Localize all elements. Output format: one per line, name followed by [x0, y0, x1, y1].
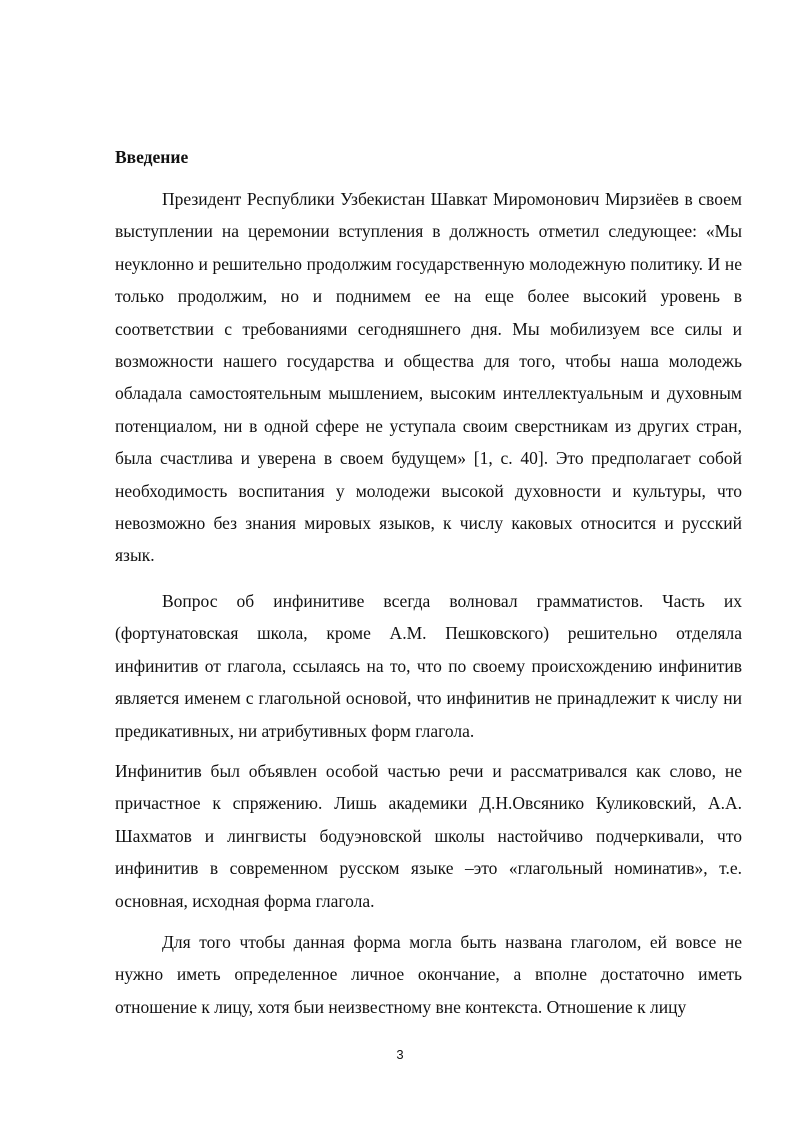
- section-heading: Введение: [115, 147, 189, 167]
- paragraph-infinitive-part-of-speech: Инфинитив был объявлен особой частью речи и рассматривался как слово, не причастное к спряжению. Лишь академики Д.Н.Овсянико Куликовский, А.А. Шахматов и лингвисты бодуэновской школы настойчиво подчеркивали, что инфинитив в современном русском языке –это «глагольный номинатив», т.е. основная, исходная форма глагола.: [115, 761, 742, 911]
- paragraph-president-quote: Президент Республики Узбекистан Шавкат Миромонович Мирзиёев в своем выступлении на церемонии вступления в должность отметил следующее: «Мы неуклонно и решительно продолжим государственную молодежную политику. И не только продолжим, но и поднимем ее на еще более высокий уровень в соответствии с требованиями сегодняшнего дня. Мы мобилизуем все силы и возможности нашего государства и общества для того, чтобы наша молодежь обладала самостоятельным мышлением, высоким интеллектуальным и духовным потенциалом, ни в одной сфере не уступала своим сверстникам из других стран, была счастлива и уверена в своем будущем» [1, с. 40]. Это предполагает собой необходимость воспитания у молодежи высокой духовности и культуры, что невозможно без знания мировых языков, к числу каковых относится и русский язык.: [115, 189, 742, 566]
- page-number: 3: [396, 1047, 404, 1062]
- paragraph-infinitive-question: Вопрос об инфинитиве всегда волновал грамматистов. Часть их (фортунатовская школа, кроме А.М. Пешковского) решительно отделяла инфинитив от глагола, ссылаясь на то, что по своему происхождению инфинитив является именем с глагольной основой, что инфинитив не принадлежит к числу ни предикативных, ни атрибутивных форм глагола.: [115, 591, 742, 741]
- paragraph-verb-form: Для того чтобы данная форма могла быть названа глаголом, ей вовсе не нужно иметь определенное личное окончание, а вполне достаточно иметь отношение к лицу, хотя быи неизвестному вне контекста. Отношение к лицу: [115, 932, 742, 1017]
